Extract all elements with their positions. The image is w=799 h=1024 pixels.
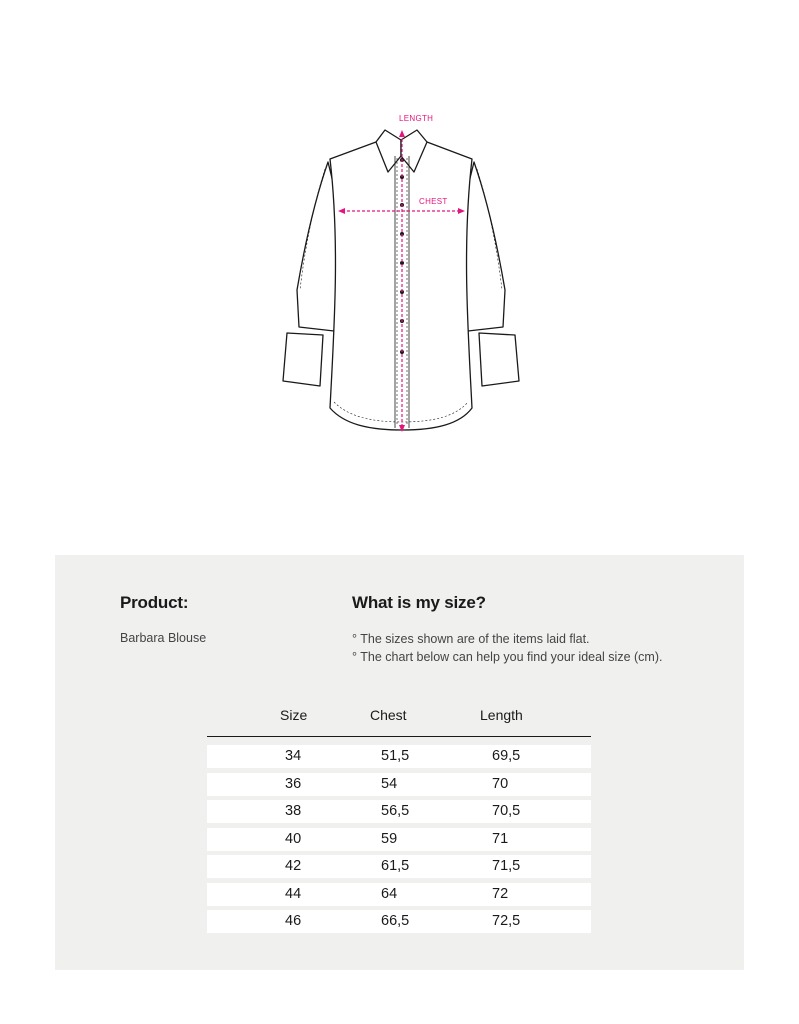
left-cuff xyxy=(283,333,323,386)
size-cell: 40 xyxy=(285,830,302,847)
table-row xyxy=(207,855,591,878)
length-cell: 69,5 xyxy=(492,748,521,764)
column-header-size: Size xyxy=(280,707,308,723)
chest-cell: 56,5 xyxy=(381,803,410,819)
column-header-length: Length xyxy=(480,707,523,723)
chest-cell: 66,5 xyxy=(381,913,410,929)
table-header xyxy=(207,707,591,737)
chest-cell: 61,5 xyxy=(381,858,410,874)
size-cell: 44 xyxy=(285,885,302,902)
length-label: LENGTH xyxy=(399,114,434,123)
length-cell: 72 xyxy=(492,885,509,902)
table-row xyxy=(207,745,591,768)
length-cell: 70 xyxy=(492,775,509,792)
length-cell: 71,5 xyxy=(492,858,521,874)
size-info-panel xyxy=(55,555,744,970)
right-cuff xyxy=(479,333,519,386)
size-note: ° The sizes shown are of the items laid flat. xyxy=(352,632,590,646)
chest-cell: 51,5 xyxy=(381,748,410,764)
chest-cell: 59 xyxy=(381,830,398,847)
product-name: Barbara Blouse xyxy=(120,631,207,645)
table-row xyxy=(207,773,591,796)
size-table xyxy=(207,707,591,938)
length-cell: 70,5 xyxy=(492,803,521,819)
size-notes xyxy=(352,630,662,666)
table-row xyxy=(207,883,591,906)
size-note: ° The chart below can help you find your ideal size (cm). xyxy=(352,650,663,664)
size-cell: 38 xyxy=(285,803,302,819)
table-row xyxy=(207,800,591,823)
chest-cell: 64 xyxy=(381,885,398,902)
table-row xyxy=(207,910,591,933)
product-heading: Product: xyxy=(120,593,189,612)
chest-cell: 54 xyxy=(381,775,398,792)
size-cell: 36 xyxy=(285,775,302,792)
length-cell: 72,5 xyxy=(492,913,521,929)
size-guide-heading: What is my size? xyxy=(352,593,486,612)
length-cell: 71 xyxy=(492,830,509,847)
length-arrow-top xyxy=(399,130,405,137)
size-cell: 46 xyxy=(285,913,302,929)
size-cell: 34 xyxy=(285,748,302,764)
blouse-body xyxy=(330,142,472,430)
table-row xyxy=(207,828,591,851)
table-body xyxy=(207,745,591,933)
size-cell: 42 xyxy=(285,858,302,874)
chest-label: CHEST xyxy=(419,197,448,206)
column-header-chest: Chest xyxy=(370,707,407,723)
